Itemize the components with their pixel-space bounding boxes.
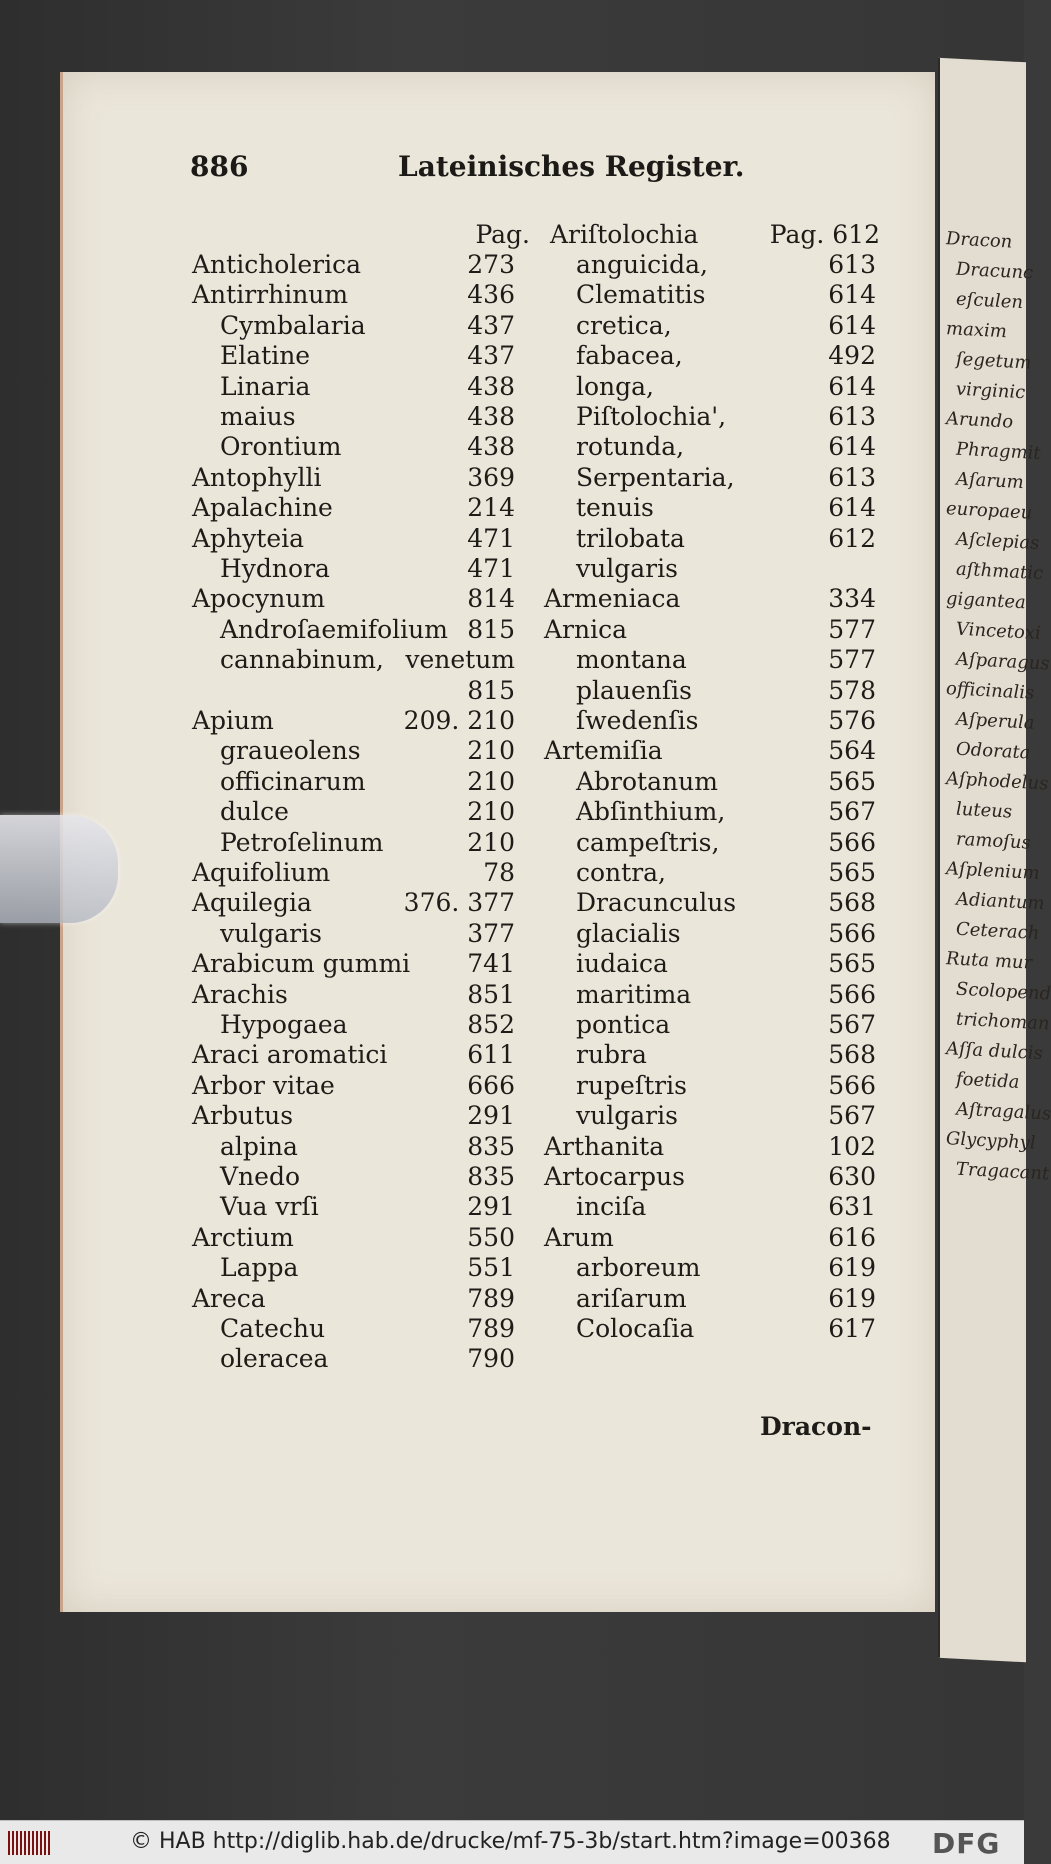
index-entry-page: venetum	[405, 645, 515, 675]
index-entry-term: Artocarpus	[544, 1162, 685, 1191]
next-page-fragment: Vincetoxi	[956, 618, 1041, 645]
index-entry-page: 835	[467, 1131, 515, 1161]
index-entry-term: glacialis	[576, 918, 681, 948]
barcode-icon	[8, 1831, 50, 1855]
next-page-fragment: Aſparagus	[956, 648, 1050, 675]
index-entry-term: ſwedenſis	[576, 706, 699, 735]
index-entry-page: 291	[467, 1101, 515, 1131]
next-page-fragment: Ceterach	[956, 918, 1040, 945]
index-entry-page: 102	[828, 1131, 876, 1161]
index-entry-page: 567	[828, 797, 876, 827]
next-page-fragment: trichoman	[956, 1008, 1050, 1035]
next-page-edge	[938, 58, 1051, 1663]
index-entry-page: 376. 377	[403, 888, 515, 918]
index-entry-page: 291	[467, 1192, 515, 1222]
next-page-fragment: europaeu	[946, 498, 1033, 524]
index-entry-page: 614	[828, 493, 876, 523]
index-entry-page: 568	[828, 888, 876, 918]
index-entry-term: Arnica	[544, 614, 628, 644]
index-entry-term: campeſtris,	[576, 827, 720, 857]
index-entry-page: 564	[828, 736, 876, 766]
index-entry-page: 210	[467, 827, 515, 857]
index-entry-term: Arbutus	[192, 1101, 294, 1131]
index-entry-page: 210	[467, 797, 515, 827]
index-entry-page: 567	[828, 1101, 876, 1131]
index-entry-page: 815	[467, 675, 515, 705]
index-entry-term: Arabicum gummi	[192, 949, 411, 979]
index-entry-page: 851	[467, 979, 515, 1009]
index-entry-term: rubra	[576, 1040, 647, 1070]
index-entry-page: 565	[828, 949, 876, 979]
index-entry-page: 210	[467, 766, 515, 796]
next-page-fragment: eſculen	[956, 288, 1023, 314]
index-entry-term: montana	[576, 645, 687, 675]
index-entry-page: 619	[828, 1253, 876, 1283]
index-entry-page: 565	[828, 858, 876, 887]
index-entry-page: 614	[828, 280, 876, 310]
next-page-fragment: Aſperula	[956, 708, 1035, 734]
index-entry-term: cannabinum,	[220, 645, 384, 675]
index-entry-page: 852	[467, 1010, 515, 1039]
index-entry-term: cretica,	[576, 310, 672, 340]
index-entry-page: 437	[467, 310, 515, 340]
page-clip	[0, 815, 118, 923]
index-entry-term: ariſarum	[576, 1283, 687, 1313]
running-title: Lateinisches Register.	[398, 150, 745, 183]
index-entry-term: Abrotanum	[576, 766, 718, 796]
index-entry-term: Aquilegia	[192, 888, 312, 918]
next-page-fragment: ſegetum	[956, 348, 1032, 374]
index-entry-term: Armeniaca	[544, 584, 681, 614]
index-entry-term: Arthanita	[544, 1131, 665, 1161]
index-entry-term: arboreum	[576, 1253, 701, 1283]
next-page-fragment: Adiantum	[956, 888, 1045, 915]
index-entry-page: 551	[467, 1253, 515, 1283]
index-entry-page: 614	[828, 310, 876, 340]
index-entry-term: Antophylli	[192, 462, 322, 492]
index-entry-page: 438	[467, 432, 515, 462]
next-page-fragment: Aſphodelus	[946, 768, 1049, 795]
index-entry-term: Hydnora	[220, 554, 330, 583]
index-entry-term: longa,	[576, 371, 655, 401]
index-entry-term: Petroſelinum	[220, 827, 384, 857]
index-entry-page: 492	[828, 341, 876, 371]
next-page-fragment: Aſſa dulcis	[946, 1038, 1043, 1065]
index-entry-term: maritima	[576, 979, 692, 1009]
index-entry-term: officinarum	[220, 766, 366, 796]
index-entry-page: 613	[828, 402, 876, 431]
index-entry-page: 630	[828, 1162, 876, 1191]
index-entry-page: 436	[467, 280, 515, 310]
next-page-fragment: Scolopend	[956, 978, 1051, 1005]
dfg-logo: DFG	[932, 1827, 1001, 1860]
index-entry-page: 814	[467, 584, 515, 614]
index-entry-page: 613	[828, 250, 876, 279]
index-entry-term: Lappa	[220, 1253, 299, 1283]
index-entry-page: 209. 210	[403, 706, 515, 735]
next-page-fragment: Aſplenium	[946, 858, 1040, 885]
index-entry-page: 437	[467, 341, 515, 371]
index-entry-term: Aquifolium	[192, 858, 331, 887]
index-entry-term: Piſtolochia',	[576, 402, 727, 431]
index-entry-term: iudaica	[576, 949, 668, 979]
index-entry-term: Antirrhinum	[192, 280, 349, 310]
index-entry-term: Artemiſia	[544, 736, 663, 766]
next-page-fragment: aſthmatic	[956, 558, 1044, 585]
index-entry-page: 613	[828, 462, 876, 492]
next-page-fragment: gigantea	[946, 588, 1026, 614]
index-entry-page: 438	[467, 371, 515, 401]
index-entry-page: 566	[828, 918, 876, 948]
index-entry-page: 619	[828, 1283, 876, 1313]
index-entry-term: tenuis	[576, 493, 654, 523]
index-entry-page: 815	[467, 614, 515, 644]
index-entry-term: inciſa	[576, 1192, 647, 1222]
next-page-fragment: luteus	[956, 798, 1013, 823]
page-number: 886	[190, 150, 249, 183]
index-entry-term: Araci aromatici	[192, 1040, 388, 1070]
index-entry-page: 614	[828, 432, 876, 462]
index-entry-term: Vua vrſi	[220, 1192, 319, 1222]
index-entry-page: 789	[467, 1283, 515, 1313]
index-entry-term: Dracunculus	[576, 888, 737, 918]
next-page-fragment: Tragacant	[956, 1158, 1050, 1185]
index-entry-term: Androſaemifolium	[220, 614, 448, 644]
index-entry-term: Arum	[544, 1222, 614, 1252]
index-entry-term: Aphyteia	[192, 523, 305, 553]
index-entry-term: vulgaris	[576, 554, 678, 583]
index-entry-page: Pag. 612	[769, 220, 880, 249]
index-entry-page: 741	[467, 949, 515, 979]
pag-header-left: Pag.	[475, 220, 530, 249]
index-entry-term: Elatine	[220, 341, 311, 371]
index-entry-term: alpina	[220, 1131, 298, 1161]
index-entry-page: 568	[828, 1040, 876, 1070]
footer-bar	[0, 1820, 1024, 1864]
index-entry-term: Apalachine	[192, 493, 333, 523]
index-entry-page: 789	[467, 1314, 515, 1343]
index-entry-page: 565	[828, 766, 876, 796]
index-entry-term: rotunda,	[576, 432, 685, 462]
index-entry-term: trilobata	[576, 523, 685, 553]
catchword: Dracon-	[760, 1412, 872, 1441]
index-entry-page: 666	[467, 1070, 515, 1100]
index-entry-term: Serpentaria,	[576, 462, 735, 492]
next-page-fragment: Aſtragalus	[956, 1098, 1051, 1125]
index-entry-term: fabacea,	[576, 341, 683, 371]
index-entry-term: dulce	[220, 797, 289, 827]
next-page-fragment: ramoſus	[956, 828, 1031, 854]
index-entry-term: Catechu	[220, 1314, 326, 1343]
index-entry-term: Anticholerica	[192, 250, 361, 279]
next-page-fragment: Dracunc	[956, 258, 1034, 284]
next-page-fragment: Ruta mur	[946, 948, 1033, 974]
index-entry-term: Abſinthium,	[576, 797, 726, 827]
index-entry-page: 273	[467, 250, 515, 279]
index-entry-page: 550	[467, 1222, 515, 1252]
index-entry-page: 567	[828, 1010, 876, 1039]
index-entry-page: 334	[828, 584, 876, 614]
index-entry-page: 214	[467, 493, 515, 523]
index-entry-term: maius	[220, 402, 296, 431]
index-entry-term: Hypogaea	[220, 1010, 348, 1039]
index-entry-page: 614	[828, 371, 876, 401]
index-entry-page: 617	[828, 1314, 876, 1343]
index-entry-page: 566	[828, 1070, 876, 1100]
index-entry-page: 471	[467, 523, 515, 553]
index-entry-page: 566	[828, 827, 876, 857]
next-page-fragment: Phragmit	[956, 438, 1041, 465]
index-entry-term: anguicida,	[576, 250, 708, 279]
next-page-fragment: maxim	[946, 318, 1007, 343]
next-page-fragment: Aſarum	[956, 468, 1024, 494]
index-entry-term: plauenſis	[576, 675, 692, 705]
index-entry-term: oleracea	[220, 1344, 329, 1374]
index-entry-page: 471	[467, 554, 515, 583]
index-entry-page: 835	[467, 1162, 515, 1191]
index-entry-term: Arctium	[192, 1222, 294, 1252]
index-entry-page: 577	[828, 645, 876, 675]
index-entry-page: 369	[467, 462, 515, 492]
next-page-fragment: Arundo	[946, 408, 1014, 433]
next-page-fragment: Glycyphyl	[946, 1128, 1036, 1154]
next-page-fragment: officinalis	[946, 678, 1035, 704]
index-entry-page: 611	[467, 1040, 515, 1070]
index-entry-term: Ariſtolochia	[550, 220, 699, 249]
next-page-fragment: virginic	[956, 378, 1026, 404]
footer-credit[interactable]: © HAB http://diglib.hab.de/drucke/mf-75-3b/start.htm?image=00368	[130, 1829, 891, 1854]
index-entry-term: Cymbalaria	[220, 310, 366, 340]
index-entry-page: 566	[828, 979, 876, 1009]
index-entry-term: Orontium	[220, 432, 342, 462]
index-entry-term: Areca	[192, 1283, 266, 1313]
index-entry-term: Linaria	[220, 371, 311, 401]
index-entry-term: Arbor vitae	[192, 1070, 335, 1100]
index-entry-term: contra,	[576, 858, 667, 887]
index-entry-page: 576	[828, 706, 876, 735]
next-page-fragment: Dracon	[946, 228, 1013, 253]
index-entry-term: Apium	[192, 706, 274, 735]
index-entry-page: 612	[828, 523, 876, 553]
index-entry-page: 438	[467, 402, 515, 431]
index-entry-page: 790	[467, 1344, 515, 1374]
index-entry-term: graueolens	[220, 736, 361, 766]
index-entry-page: 616	[828, 1222, 876, 1252]
index-entry-term: Apocynum	[192, 584, 326, 614]
index-entry-term: Arachis	[192, 979, 288, 1009]
index-entry-page: 577	[828, 614, 876, 644]
next-page-fragment: Aſclepias	[956, 528, 1040, 555]
index-entry-term: rupeſtris	[576, 1070, 687, 1100]
index-entry-term: Vnedo	[220, 1162, 301, 1191]
next-page-fragment: foetida	[956, 1068, 1020, 1093]
index-entry-term: vulgaris	[576, 1101, 678, 1131]
index-entry-page: 377	[467, 918, 515, 948]
index-entry-term: pontica	[576, 1010, 671, 1039]
index-entry-page: 78	[483, 858, 515, 887]
index-entry-term: Colocaſia	[576, 1314, 695, 1343]
index-entry-page: 210	[467, 736, 515, 766]
index-entry-page: 578	[828, 675, 876, 705]
index-entry-term: Clematitis	[576, 280, 706, 310]
next-page-fragment: Odorata	[956, 738, 1031, 764]
index-entry-page: 631	[828, 1192, 876, 1222]
index-entry-term: vulgaris	[220, 918, 322, 948]
